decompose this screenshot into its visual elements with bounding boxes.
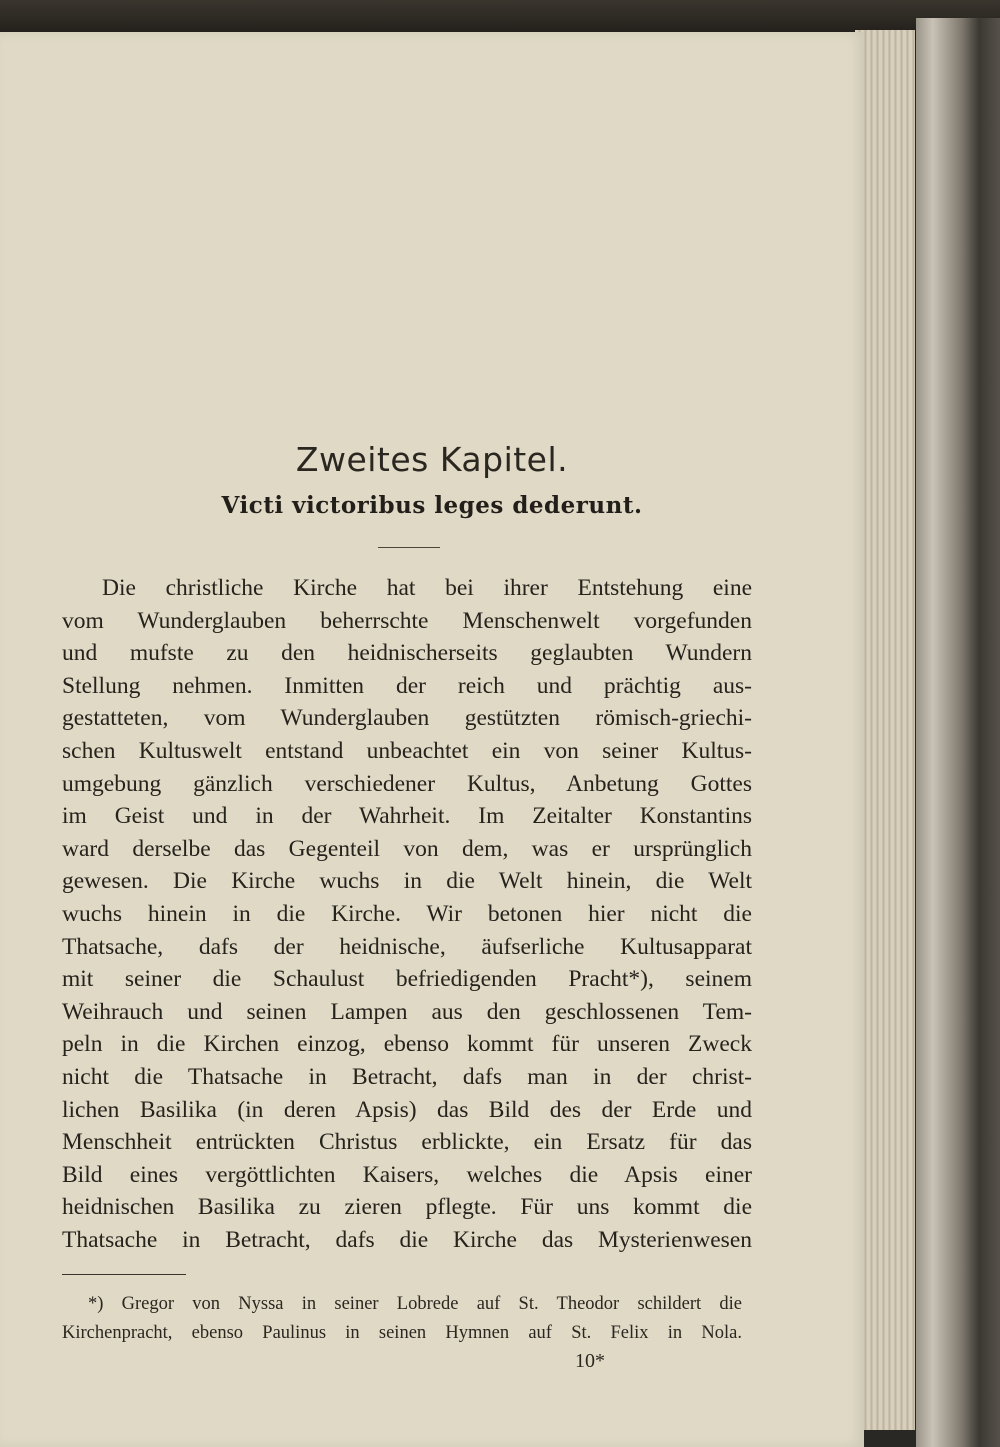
text-line: ward derselbe das Gegenteil von dem, was er ursprünglich xyxy=(62,835,752,862)
text-line: wuchs hinein in die Kirche. Wir betonen hier nicht die xyxy=(62,900,752,927)
footnote-line: *) Gregor von Nyssa in seiner Lobrede auf St. Theodor schildert die xyxy=(88,1294,742,1314)
text-line: schen Kultuswelt entstand unbeachtet ein von seiner Kultus- xyxy=(62,737,752,764)
text-line: Die christliche Kirche hat bei ihrer Entstehung eine xyxy=(102,575,752,601)
footnotes xyxy=(62,1290,742,1348)
text-line: mit seiner die Schaulust befriedigenden Pracht*), seinem xyxy=(62,966,752,993)
text-line: gestatteten, vom Wunderglauben gestützten römisch-griechi- xyxy=(62,705,752,732)
signature-mark: 10* xyxy=(575,1350,605,1372)
text-line: Menschheit entrückten Christus erblickte, ein Ersatz für das xyxy=(62,1129,752,1156)
footnote-divider xyxy=(62,1274,186,1275)
chapter-subtitle: Victi victoribus leges dederunt. xyxy=(221,492,643,519)
text-line: vom Wunderglauben beherrschte Menschenwelt vorgefunden xyxy=(62,607,752,634)
text-line: heidnischen Basilika zu zieren pflegte. Für uns kommt die xyxy=(62,1194,752,1221)
text-line: und mufste zu den heidnischerseits geglaubten Wundern xyxy=(62,640,752,667)
text-line: peln in die Kirchen einzog, ebenso kommt für unseren Zweck xyxy=(62,1031,752,1058)
text-line: lichen Basilika (in deren Apsis) das Bild des der Erde und xyxy=(62,1096,752,1123)
body-text xyxy=(62,572,752,1256)
text-line: Stellung nehmen. Inmitten der reich und prächtig aus- xyxy=(62,672,752,699)
text-line: gewesen. Die Kirche wuchs in die Welt hinein, die Welt xyxy=(62,868,752,895)
chapter-title: Zweites Kapitel. xyxy=(295,440,569,479)
footnote-line: Kirchenpracht, ebenso Paulinus in seinen Hymnen auf St. Felix in Nola. xyxy=(62,1323,742,1343)
text-line: Bild eines vergöttlichten Kaisers, welches die Apsis einer xyxy=(62,1161,752,1188)
title-divider xyxy=(378,547,440,548)
text-line: Thatsache, dafs der heidnische, äufserliche Kultusapparat xyxy=(62,933,752,960)
text-line: im Geist und in der Wahrheit. Im Zeitalter Konstantins xyxy=(62,803,752,830)
page-edges xyxy=(855,30,915,1430)
text-line: Weihrauch und seinen Lampen aus den geschlossenen Tem- xyxy=(62,998,752,1025)
text-line: umgebung gänzlich verschiedener Kultus, Anbetung Gottes xyxy=(62,770,752,797)
text-line: nicht die Thatsache in Betracht, dafs man in der christ- xyxy=(62,1063,752,1090)
text-line: Thatsache in Betracht, dafs die Kirche das Mysterienwesen xyxy=(62,1226,752,1253)
book-cover-edge xyxy=(916,18,1000,1447)
book-page xyxy=(0,32,864,1447)
